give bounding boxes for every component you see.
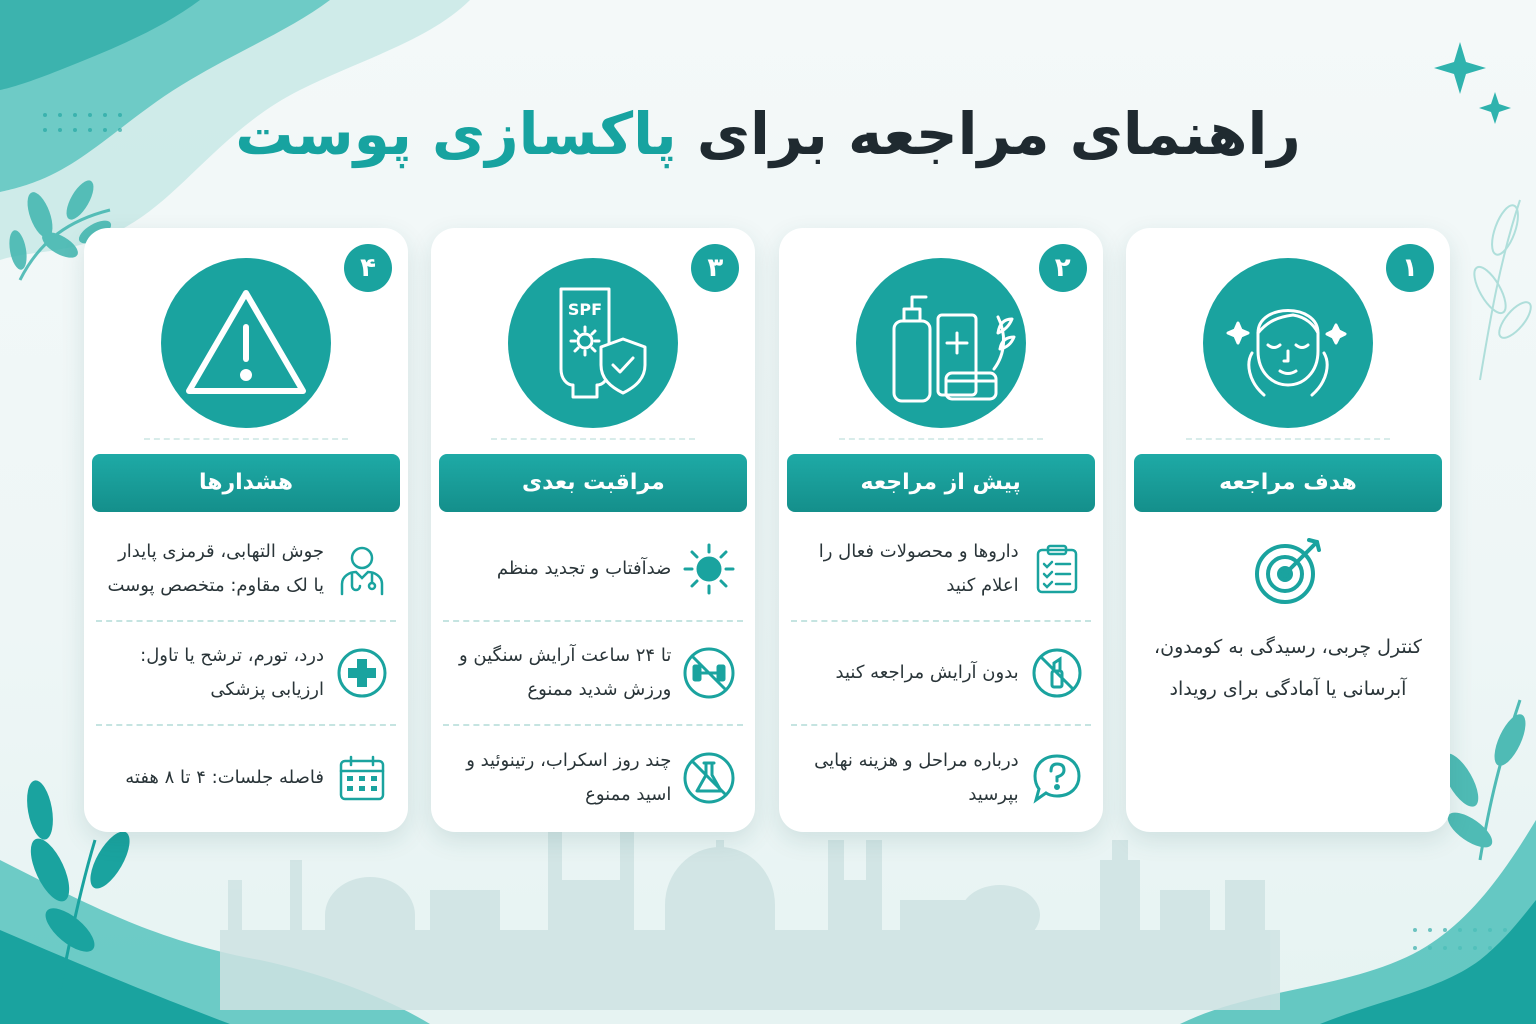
doctor-icon: [334, 541, 390, 597]
divider: [144, 438, 348, 440]
cards-row: [84, 228, 1450, 832]
list-item: [443, 622, 743, 726]
list-item: [791, 622, 1091, 726]
target-icon: [1251, 534, 1325, 608]
step-number: ۴: [344, 244, 392, 292]
step-number: ۳: [691, 244, 739, 292]
list-item: [96, 726, 396, 830]
question-bubble-icon: [1029, 750, 1085, 806]
item-text: جوش التهابی، قرمزی پایدار یا لک مقاوم: متخصص پوست: [107, 541, 324, 596]
list-item: [443, 726, 743, 830]
item-text: فاصله جلسات: ۴ تا ۸ هفته: [125, 767, 324, 788]
no-exercise-icon: [681, 645, 737, 701]
sun-icon: [681, 541, 737, 597]
card-heading: هشدارها: [92, 454, 400, 512]
no-acid-icon: [681, 750, 737, 806]
card-aftercare: [431, 228, 755, 832]
card-heading: هدف مراجعه: [1134, 454, 1442, 512]
list-item: [96, 622, 396, 726]
item-list: [791, 518, 1091, 830]
page-title: [0, 100, 1536, 168]
step-number: ۱: [1386, 244, 1434, 292]
title-part-dark: راهنمای مراجعه برای: [696, 100, 1301, 168]
item-text: درباره مراحل و هزینه نهایی بپرسید: [814, 750, 1019, 805]
no-makeup-icon: [1029, 645, 1085, 701]
list-item: [443, 518, 743, 622]
skincare-products-icon: [856, 258, 1026, 428]
divider: [1186, 438, 1390, 440]
list-item: [791, 726, 1091, 830]
list-item: [96, 518, 396, 622]
item-text: داروها و محصولات فعال را اعلام کنید: [818, 541, 1019, 596]
sunscreen-shield-icon: [508, 258, 678, 428]
spf-label: SPF: [568, 300, 603, 319]
divider: [839, 438, 1043, 440]
item-text: درد، تورم، ترشح یا تاول: ارزیابی پزشکی: [140, 645, 324, 700]
card-warnings: [84, 228, 408, 832]
item-text: چند روز اسکراب، رتینوئید و اسید ممنوع: [466, 750, 672, 805]
list-item: [791, 518, 1091, 622]
calendar-icon: [334, 750, 390, 806]
goal-text: کنترل چربی، رسیدگی به کومدون، آبرسانی یا آمادگی برای رویداد: [1154, 636, 1422, 700]
warning-icon: [161, 258, 331, 428]
medical-cross-icon: [334, 645, 390, 701]
face-care-icon: [1203, 258, 1373, 428]
clipboard-checklist-icon: [1029, 541, 1085, 597]
card-before-visit: [779, 228, 1103, 832]
card-heading: پیش از مراجعه: [787, 454, 1095, 512]
step-number: ۲: [1039, 244, 1087, 292]
title-part-accent: پاکسازی پوست: [235, 100, 677, 168]
divider: [491, 438, 695, 440]
item-text: بدون آرایش مراجعه کنید: [835, 662, 1019, 683]
item-text: ضدآفتاب و تجدید منظم: [496, 558, 672, 579]
item-text: تا ۲۴ ساعت آرایش سنگین و ورزش شدید ممنوع: [458, 645, 672, 700]
item-list: [96, 518, 396, 830]
card-heading: مراقبت بعدی: [439, 454, 747, 512]
item-list: [443, 518, 743, 830]
card-goal: [1126, 228, 1450, 832]
